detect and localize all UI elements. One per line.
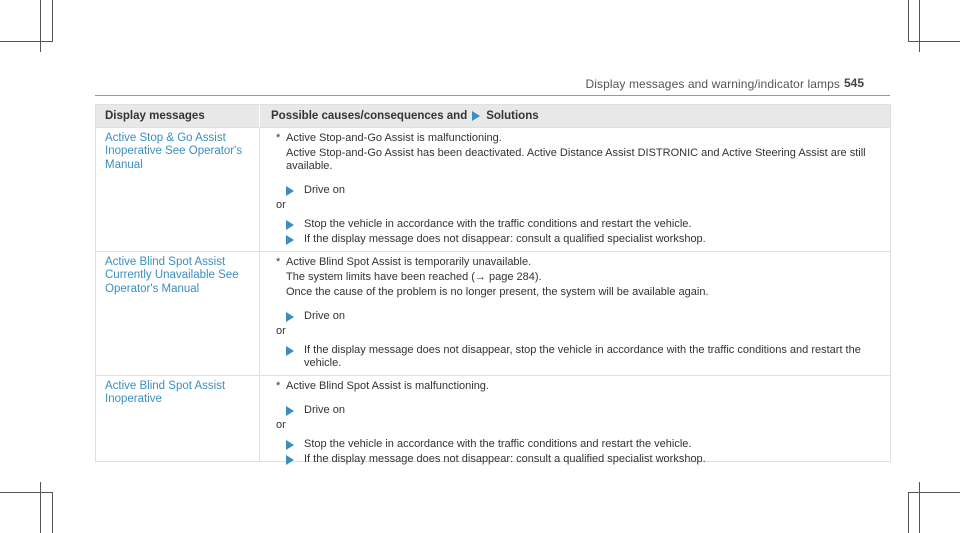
arrow-right-icon <box>286 346 294 356</box>
crop-mark <box>908 492 960 493</box>
solutions-cell <box>260 376 890 465</box>
solutions-cell <box>260 252 890 375</box>
arrow-right-icon <box>286 312 294 322</box>
crop-mark <box>52 492 53 533</box>
display-message: Active Blind Spot Assist Currently Unavailable See Operator's Manual <box>96 252 260 375</box>
crop-mark <box>0 492 52 493</box>
crop-mark <box>919 482 920 533</box>
table-row <box>96 251 890 375</box>
arrow-right-icon <box>286 220 294 230</box>
detail-text[interactable]: The system limits have been reached (→ page 284). <box>286 271 542 283</box>
crop-mark <box>908 492 909 533</box>
star-symbol: * <box>276 256 281 268</box>
step-text: Drive on <box>304 404 345 416</box>
step-text: Stop the vehicle in accordance with the traffic conditions and restart the vehicle. <box>304 218 692 230</box>
crop-mark <box>908 0 909 42</box>
display-message: Active Stop & Go Assist Inoperative See Operator's Manual <box>96 128 260 251</box>
column-header-causes: Possible causes/consequences and <box>271 110 468 122</box>
display-message: Active Blind Spot Assist Inoperative <box>96 376 260 461</box>
step-text: Stop the vehicle in accordance with the traffic conditions and restart the vehicle. <box>304 438 692 450</box>
step-text: If the display message does not disappear: consult a qualified specialist workshop. <box>304 453 706 465</box>
crop-mark <box>0 41 52 42</box>
star-symbol: * <box>276 132 281 144</box>
cause-text: Active Blind Spot Assist is temporarily unavailable. <box>286 256 532 268</box>
step-text: If the display message does not disappear: consult a qualified specialist workshop. <box>304 233 706 245</box>
crop-mark <box>40 482 41 533</box>
column-header-messages: Display messages <box>96 105 260 127</box>
arrow-right-icon <box>286 235 294 245</box>
or-text: or <box>276 199 286 211</box>
table-header <box>96 105 890 127</box>
arrow-right-icon <box>286 186 294 196</box>
step-text: If the display message does not disappear, stop the vehicle in accordance with the traffic conditions and restart the vehicle. <box>304 344 861 369</box>
crop-mark <box>52 0 53 42</box>
header-rule <box>95 95 890 96</box>
cause-text: Active Blind Spot Assist is malfunctioning. <box>286 380 489 392</box>
detail-text: Active Stop-and-Go Assist has been deactivated. Active Distance Assist DISTRONIC and Active Steering Assist are still available. <box>286 147 866 172</box>
table-row <box>96 375 890 465</box>
crop-mark <box>919 0 920 52</box>
running-header-title: Display messages and warning/indicator lamps <box>585 77 840 91</box>
solutions-cell <box>260 128 890 251</box>
arrow-right-icon <box>472 111 480 121</box>
crop-mark <box>40 0 41 52</box>
detail-text: Once the cause of the problem is no longer present, the system will be available again. <box>286 286 709 298</box>
column-header-solutions <box>260 105 890 127</box>
or-text: or <box>276 325 286 337</box>
arrow-right-icon <box>286 406 294 416</box>
step-text: Drive on <box>304 184 345 196</box>
step-text: Drive on <box>304 310 345 322</box>
arrow-right-icon <box>286 455 294 465</box>
cause-text: Active Stop-and-Go Assist is malfunctioning. <box>286 132 502 144</box>
crop-mark <box>908 41 960 42</box>
display-messages-table <box>95 104 891 465</box>
star-symbol: * <box>276 380 281 392</box>
table-row <box>96 127 890 251</box>
or-text: or <box>276 419 286 431</box>
arrow-right-icon <box>286 440 294 450</box>
page-number: 545 <box>843 76 864 90</box>
column-header-solutions-label: Solutions <box>486 110 539 122</box>
